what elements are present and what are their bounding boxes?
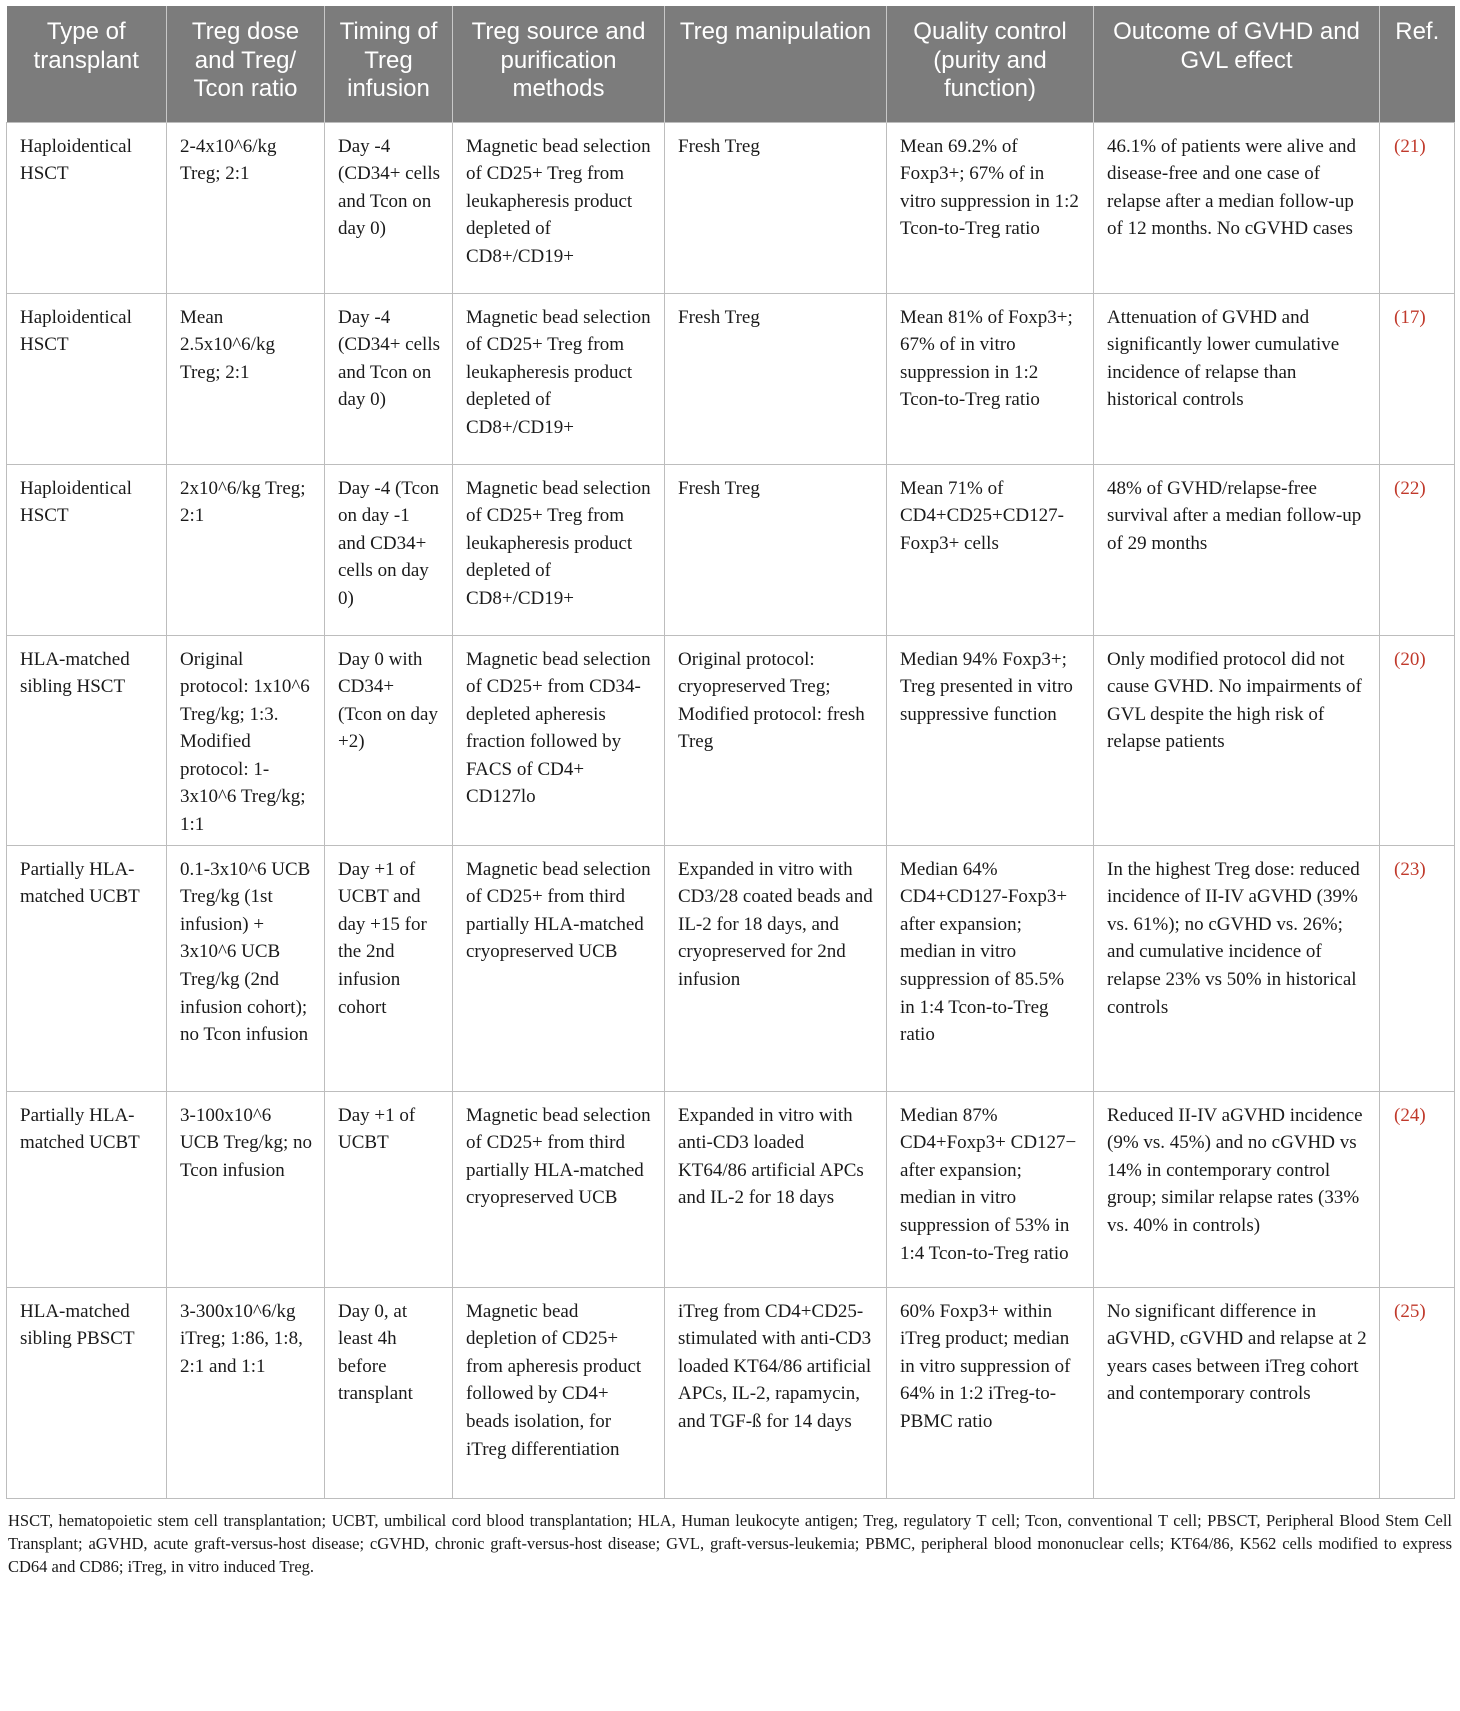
cell-outcome: Attenuation of GVHD and significantly lower cumulative incidence of relapse than historical controls bbox=[1094, 293, 1380, 464]
cell-ref[interactable]: (23) bbox=[1380, 845, 1455, 1091]
header-type: Type of transplant bbox=[7, 6, 167, 122]
cell-ref[interactable]: (20) bbox=[1380, 635, 1455, 845]
cell-ref[interactable]: (24) bbox=[1380, 1091, 1455, 1287]
header-manipulation: Treg manipulation bbox=[665, 6, 887, 122]
cell-timing: Day -4 (CD34+ cells and Tcon on day 0) bbox=[325, 122, 453, 293]
cell-type: HLA-matched sibling HSCT bbox=[7, 635, 167, 845]
cell-source: Magnetic bead depletion of CD25+ from apheresis product followed by CD4+ beads isolation, for iTreg differentiation bbox=[453, 1287, 665, 1498]
cell-type: Haploidentical HSCT bbox=[7, 464, 167, 635]
cell-qc: Median 87% CD4+Foxp3+ CD127− after expansion; median in vitro suppression of 53% in 1:4 Tcon-to-Treg ratio bbox=[887, 1091, 1094, 1287]
header-timing: Timing of Treg infusion bbox=[325, 6, 453, 122]
cell-qc: Median 94% Foxp3+; Treg presented in vitro suppressive function bbox=[887, 635, 1094, 845]
cell-type: HLA-matched sibling PBSCT bbox=[7, 1287, 167, 1498]
header-outcome: Outcome of GVHD and GVL effect bbox=[1094, 6, 1380, 122]
cell-ref[interactable]: (22) bbox=[1380, 464, 1455, 635]
header-quality-control: Quality control (purity and function) bbox=[887, 6, 1094, 122]
cell-dose: 2x10^6/kg Treg; 2:1 bbox=[167, 464, 325, 635]
cell-source: Magnetic bead selection of CD25+ from CD34-depleted apheresis fraction followed by FACS of CD4+ CD127lo bbox=[453, 635, 665, 845]
cell-dose: 0.1-3x10^6 UCB Treg/kg (1st infusion) + 3x10^6 UCB Treg/kg (2nd infusion cohort); no Tcon infusion bbox=[167, 845, 325, 1091]
cell-qc: Mean 71% of CD4+CD25+CD127- Foxp3+ cells bbox=[887, 464, 1094, 635]
table-footnote: HSCT, hematopoietic stem cell transplantation; UCBT, umbilical cord blood transplantation; HLA, Human leukocyte antigen; Treg, regulatory T cell; Tcon, conventional T cell; PBSCT, Peripheral Blood Stem Cell Transplant; aGVHD, acute graft-versus-host disease; cGVHD, chronic graft-versus-host disease; GVL, graft-versus-leukemia; PBMC, peripheral blood mononuclear cells; KT64/86, K562 cells modified to express CD64 and CD86; iTreg, in vitro induced Treg. bbox=[8, 1510, 1452, 1576]
cell-type: Partially HLA-matched UCBT bbox=[7, 1091, 167, 1287]
cell-qc: Median 64% CD4+CD127-Foxp3+ after expansion; median in vitro suppression of 85.5% in 1:4 Tcon-to-Treg ratio bbox=[887, 845, 1094, 1091]
cell-dose: Mean 2.5x10^6/kg Treg; 2:1 bbox=[167, 293, 325, 464]
cell-manipulation: Fresh Treg bbox=[665, 293, 887, 464]
cell-timing: Day +1 of UCBT and day +15 for the 2nd infusion cohort bbox=[325, 845, 453, 1091]
cell-dose: Original protocol: 1x10^6 Treg/kg; 1:3. Modified protocol: 1-3x10^6 Treg/kg; 1:1 bbox=[167, 635, 325, 845]
cell-manipulation: Expanded in vitro with anti-CD3 loaded KT64/86 artificial APCs and IL-2 for 18 days bbox=[665, 1091, 887, 1287]
treg-trials-table bbox=[6, 6, 1455, 1499]
table-row bbox=[7, 464, 1455, 635]
cell-outcome: 46.1% of patients were alive and disease-free and one case of relapse after a median follow-up of 12 months. No cGVHD cases bbox=[1094, 122, 1380, 293]
cell-manipulation: Fresh Treg bbox=[665, 122, 887, 293]
table-row bbox=[7, 1091, 1455, 1287]
cell-type: Partially HLA-matched UCBT bbox=[7, 845, 167, 1091]
header-dose: Treg dose and Treg/ Tcon ratio bbox=[167, 6, 325, 122]
cell-manipulation: Fresh Treg bbox=[665, 464, 887, 635]
cell-dose: 3-300x10^6/kg iTreg; 1:86, 1:8, 2:1 and 1:1 bbox=[167, 1287, 325, 1498]
cell-dose: 2-4x10^6/kg Treg; 2:1 bbox=[167, 122, 325, 293]
table-row bbox=[7, 845, 1455, 1091]
cell-source: Magnetic bead selection of CD25+ from third partially HLA-matched cryopreserved UCB bbox=[453, 1091, 665, 1287]
cell-outcome: In the highest Treg dose: reduced incidence of II-IV aGVHD (39% vs. 61%); no cGVHD vs. 26%; and cumulative incidence of relapse 23% vs 50% in historical controls bbox=[1094, 845, 1380, 1091]
cell-outcome: Only modified protocol did not cause GVHD. No impairments of GVL despite the high risk of relapse patients bbox=[1094, 635, 1380, 845]
table-body bbox=[7, 122, 1455, 1498]
table-row bbox=[7, 293, 1455, 464]
cell-type: Haploidentical HSCT bbox=[7, 293, 167, 464]
cell-manipulation: Original protocol: cryopreserved Treg; Modified protocol: fresh Treg bbox=[665, 635, 887, 845]
cell-timing: Day -4 (Tcon on day -1 and CD34+ cells on day 0) bbox=[325, 464, 453, 635]
cell-timing: Day 0 with CD34+ (Tcon on day +2) bbox=[325, 635, 453, 845]
cell-ref[interactable]: (21) bbox=[1380, 122, 1455, 293]
cell-outcome: Reduced II-IV aGVHD incidence (9% vs. 45%) and no cGVHD vs 14% in contemporary control group; similar relapse rates (33% vs. 40% in controls) bbox=[1094, 1091, 1380, 1287]
cell-timing: Day -4 (CD34+ cells and Tcon on day 0) bbox=[325, 293, 453, 464]
cell-timing: Day 0, at least 4h before transplant bbox=[325, 1287, 453, 1498]
cell-ref[interactable]: (25) bbox=[1380, 1287, 1455, 1498]
cell-outcome: 48% of GVHD/relapse-free survival after a median follow-up of 29 months bbox=[1094, 464, 1380, 635]
cell-type: Haploidentical HSCT bbox=[7, 122, 167, 293]
table-row bbox=[7, 635, 1455, 845]
cell-manipulation: iTreg from CD4+CD25- stimulated with anti-CD3 loaded KT64/86 artificial APCs, IL-2, rapamycin, and TGF-ß for 14 days bbox=[665, 1287, 887, 1498]
cell-timing: Day +1 of UCBT bbox=[325, 1091, 453, 1287]
header-source: Treg source and purification methods bbox=[453, 6, 665, 122]
table-row bbox=[7, 1287, 1455, 1498]
cell-dose: 3-100x10^6 UCB Treg/kg; no Tcon infusion bbox=[167, 1091, 325, 1287]
cell-outcome: No significant difference in aGVHD, cGVHD and relapse at 2 years cases between iTreg cohort and contemporary controls bbox=[1094, 1287, 1380, 1498]
cell-qc: Mean 81% of Foxp3+; 67% of in vitro suppression in 1:2 Tcon-to-Treg ratio bbox=[887, 293, 1094, 464]
cell-ref[interactable]: (17) bbox=[1380, 293, 1455, 464]
table-row bbox=[7, 122, 1455, 293]
header-ref: Ref. bbox=[1380, 6, 1455, 122]
cell-qc: 60% Foxp3+ within iTreg product; median in vitro suppression of 64% in 1:2 iTreg-to-PBMC ratio bbox=[887, 1287, 1094, 1498]
cell-source: Magnetic bead selection of CD25+ Treg from leukapheresis product depleted of CD8+/CD19+ bbox=[453, 464, 665, 635]
cell-source: Magnetic bead selection of CD25+ Treg from leukapheresis product depleted of CD8+/CD19+ bbox=[453, 293, 665, 464]
cell-manipulation: Expanded in vitro with CD3/28 coated beads and IL-2 for 18 days, and cryopreserved for 2nd infusion bbox=[665, 845, 887, 1091]
cell-qc: Mean 69.2% of Foxp3+; 67% of in vitro suppression in 1:2 Tcon-to-Treg ratio bbox=[887, 122, 1094, 293]
header-row bbox=[7, 6, 1455, 122]
cell-source: Magnetic bead selection of CD25+ Treg from leukapheresis product depleted of CD8+/CD19+ bbox=[453, 122, 665, 293]
cell-source: Magnetic bead selection of CD25+ from third partially HLA-matched cryopreserved UCB bbox=[453, 845, 665, 1091]
table-figure bbox=[6, 6, 1454, 1578]
